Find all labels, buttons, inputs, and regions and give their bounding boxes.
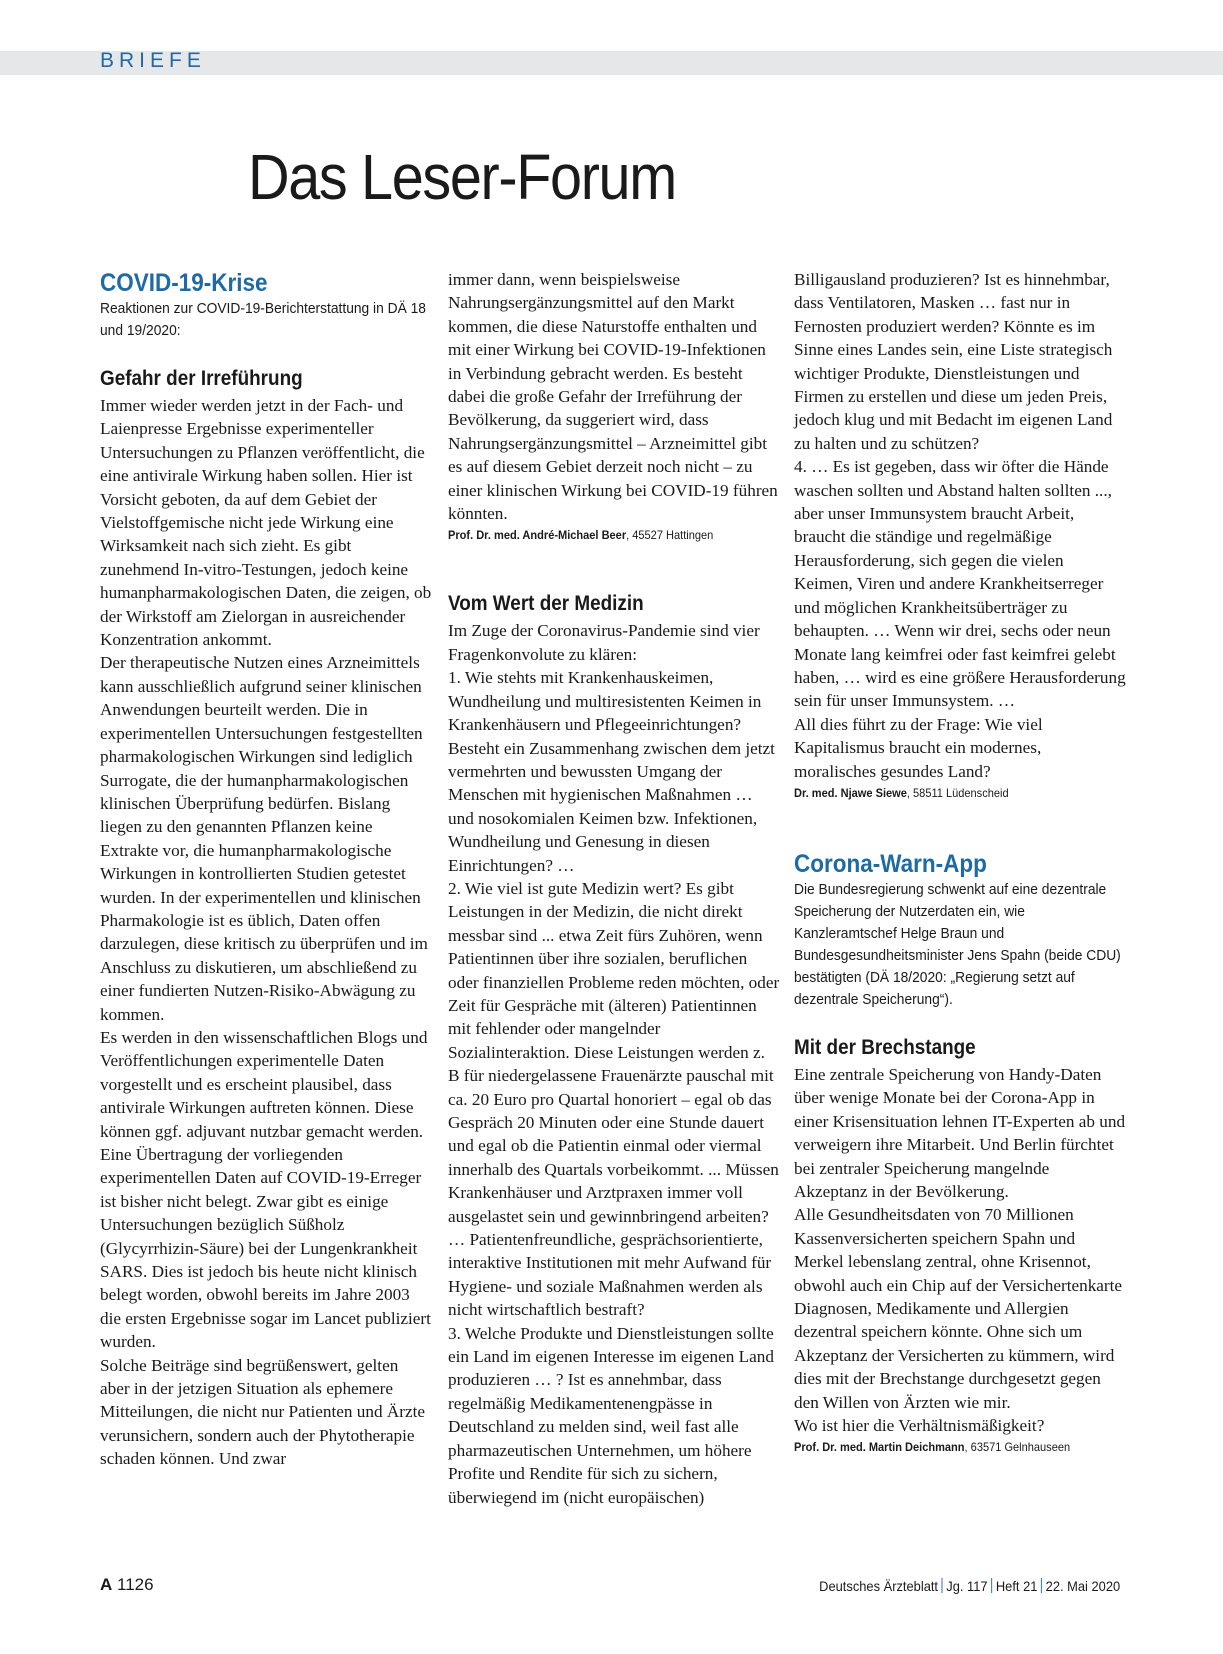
page-prefix: A [100, 1575, 113, 1594]
topic-heading: COVID-19-Krise [100, 269, 268, 297]
paragraph: 3. Welche Produkte und Dienstleistungen sollte ein Land im eigenen Interesse im eigenen Land produzieren … ? Ist es annehmbar, dass regelmäßig Medikamentenengpässe in Deutschland zu melden sind, weil fast alle pharmazeutischen Unternehmen, um höhere Profite und Rendite für sich zu sichern, überwiegend im (nicht europäischen) [448, 1323, 774, 1507]
topic-lead: Reaktionen zur COVID-19-Berichterstattung in DÄ 18 und 19/2020: [100, 300, 426, 339]
journal-info [819, 1578, 1120, 1594]
journal-name: Deutsches Ärzteblatt [819, 1578, 938, 1594]
column-3 [794, 268, 1126, 1457]
letter-heading: Gefahr der Irreführung [100, 367, 303, 390]
author-name: Prof. Dr. med. Martin Deichmann [794, 1440, 965, 1455]
separator [1041, 1578, 1042, 1593]
paragraph: Im Zuge der Coronavirus-Pandemie sind vier Fragenkonvolute zu klären: [448, 621, 760, 664]
paragraph: Es werden in den wissenschaftlichen Blogs und Veröffentlichungen experimentelle Daten vorgestellt und es erscheint plausibel, dass antivirale Wirkungen auftreten können. Diese können ggf. adjuvant nutzbar gemacht werden. Eine Übertragung der vorliegenden experimentellen Daten auf COVID-19-Erreger ist bisher nicht belegt. Zwar gibt es einige Untersuchungen bezüglich Süßholz (Glycyrrhizin-Säure) bei der Lungenkrankheit SARS. Dies ist jedoch bis heute nicht klinisch belegt worden, obwohl bereits im Jahre 2003 die ersten Ergebnisse sogar im Lancet publiziert wurden. [100, 1027, 431, 1352]
journal-date: 22. Mai 2020 [1045, 1578, 1120, 1594]
author-place: , 58511 Lüdenscheid [906, 785, 1009, 800]
paragraph: Immer wieder werden jetzt in der Fach- und Laienpresse Ergebnisse experimenteller Untersuchungen zu Pflanzen veröffentlicht, die eine antivirale Wirkung haben sollen. Hier ist Vorsicht geboten, da auf dem Gebiet der Vielstoffgemische nicht jede Wirkung eine Wirksamkeit nach sich zieht. Es gibt zunehmend In-vitro-Testungen, jedoch keine humanpharmakologischen Daten, die zeigen, ob der Wirkstoff am Zielorgan in ausreichender Konzentration ankommt. [100, 396, 432, 650]
paragraph: immer dann, wenn beispielsweise Nahrungsergänzungsmittel auf den Markt kommen, die diese Naturstoffe enthalten und mit einer Wirkung bei COVID-19-Infektionen in Verbindung gebracht werden. Es besteht dabei die große Gefahr der Irreführung der Bevölkerung, da suggeriert wird, dass Nahrungsergänzungsmittel – Arzneimittel gibt es auf diesem Gebiet derzeit noch nicht – zu einer klinischen Wirkung bei COVID-19 führen könnten. [448, 270, 778, 524]
paragraph: 2. Wie viel ist gute Medizin wert? Es gibt Leistungen in der Medizin, die nicht direkt messbar sind ... etwa Zeit fürs Zuhören, wenn Patientinnen über ihre sozialen, beruflichen oder finanziellen Probleme reden möchten, oder Zeit für Gespräche mit (älteren) Patientinnen mit fehlender oder mangelnder Sozialinteraktion. Diese Leistungen werden z. B für niedergelassene Frauenärzte pauschal mit ca. 20 Euro pro Quartal honoriert – egal ob das Gespräch 20 Minuten oder eine Stunde dauert und egal ob die Patientin einmal oder viermal innerhalb des Quartals vorbeikommt. ... Müssen Krankenhäuser und Arztpraxen immer voll ausgelastet sein und gewinnbringend arbeiten? … Patientenfreundliche, gesprächsorientierte, interaktive Institutionen mit mehr Aufwand für Hygiene- und soziale Maßnahmen werden als nicht wirtschaftlich bestraft? [448, 878, 780, 1320]
paragraph: 4. … Es ist gegeben, dass wir öfter die Hände waschen sollten und Abstand halten sollten ..., aber unser Immunsystem braucht Arbeit, braucht die ständige und regelmäßige Herausforderung, sich gegen die vielen Keimen, Viren und andere Krankheitserreger und möglichen Krankheitsüberträger zu behaupten. … Wenn wir drei, sechs oder neun Monate lang keimfrei oder fast keimfrei gelebt haben, … wird es eine größere Herausforderung sein für unser Immunsystem. … [794, 457, 1126, 711]
paragraph: Alle Gesundheitsdaten von 70 Millionen Kassenversicherten speichern Spahn und Merkel lebenslang zentral, ohne Krisennot, obwohl auch ein Chip auf der Versichertenkarte Diagnosen, Medikamente und Allergien dezentral speichern könnte. Ohne sich um Akzeptanz der Versicherten zu kümmern, wird dies mit der Brechstange durchgesetzt gegen den Willen von Ärzten wie mir. [794, 1205, 1123, 1412]
paragraph: Solche Beiträge sind begrüßenswert, gelten aber in der jetzigen Situation als ephemere Mitteilungen, die nicht nur Patienten und Ärzte verunsichern, sondern auch der Phytotherapie schaden können. Und zwar [100, 1355, 426, 1469]
topic-heading: Corona-Warn-App [794, 849, 987, 878]
author-signature [794, 1437, 1099, 1457]
journal-volume: Jg. 117 [946, 1578, 988, 1594]
paragraph: Wo ist hier die Verhältnismäßigkeit? [794, 1416, 1045, 1436]
letter-heading: Mit der Brechstange [794, 1035, 976, 1059]
paragraph: All dies führt zu der Frage: Wie viel Kapitalismus braucht ein modernes, moralisches gesundes Land? [794, 714, 1043, 781]
author-name: Prof. Dr. med. André-Michael Beer [448, 528, 627, 543]
author-name: Dr. med. Njawe Siewe [794, 785, 907, 800]
author-place: , 63571 Gelnhauseen [964, 1440, 1071, 1455]
page-number [100, 1575, 154, 1595]
column-2 [448, 268, 780, 1509]
section-label: BRIEFE [100, 49, 206, 72]
separator [991, 1578, 992, 1593]
paragraph: Eine zentrale Speicherung von Handy-Daten über wenige Monate bei der Corona-App in einer Krisensituation lehnen IT-Experten ab und verweigern ihre Mitarbeit. Und Berlin fürchtet bei zentraler Speicherung mangelnde Akzeptanz in der Bevölkerung. [794, 1064, 1126, 1201]
paragraph: 1. Wie stehts mit Krankenhauskeimen, Wundheilung und multiresistenten Keimen in Krankenhäusern und Pflegeeinrichtungen? Besteht ein Zusammenhang zwischen dem jetzt vermehrten und bewussten Umgang der Menschen mit hygienischen Maßnahmen … und nosokomialen Keimen bzw. Infektionen, Wundheilung und Genesung in diesen Einrichtungen? … [448, 668, 775, 875]
separator [942, 1578, 943, 1593]
page-number-value: 1126 [117, 1575, 154, 1594]
letter-heading: Vom Wert der Medizin [448, 592, 644, 616]
paragraph: Billigausland produzieren? Ist es hinnehmbar, dass Ventilatoren, Masken … fast nur in Fernosten produziert werden? Könnte es im Sinne eines Landes sein, eine Liste strategisch wichtiger Produkte, Dienstleistungen und Firmen zu erstellen und diese um jeden Preis, jedoch klug und mit Bedacht im eigenen Land zu halten und zu schützen? [794, 270, 1113, 453]
column-1 [100, 268, 432, 1471]
topic-lead: Die Bundesregierung schwenkt auf eine dezentrale Speicherung der Nutzerdaten ein, wie Kanzleramtschef Helge Braun und Bundesgesundheitsminister Jens Spahn (beide CDU) bestätigten (DÄ 18/2020: „Regierung setzt auf dezentrale Speicherung“). [794, 880, 1121, 1008]
author-place: , 45527 Hattingen [626, 528, 714, 543]
author-signature [794, 783, 1099, 803]
author-signature [448, 525, 753, 545]
paragraph: Der therapeutische Nutzen eines Arzneimittels kann ausschließlich aufgrund seiner klinischen Anwendungen beurteilt werden. Die in experimentellen Untersuchungen festgestellten pharmakologischen Wirkungen sind lediglich Surrogate, die der humanpharmakologischen klinischen Überprüfung bedürfen. Bislang liegen zu den genannten Pflanzen keine Extrakte vor, die humanpharmakologische Wirkungen in kontrollierten Studien getestet wurden. In der experimentellen und klinischen Pharmakologie ist es üblich, Daten offen darzulegen, diese kritisch zu überprüfen und im Anschluss zu diskutieren, um abschließend zu einer fundierten Nutzen-Risiko-Abwägung zu kommen. [100, 653, 428, 1024]
journal-issue: Heft 21 [995, 1578, 1038, 1594]
page-title: Das Leser-Forum [248, 141, 676, 213]
